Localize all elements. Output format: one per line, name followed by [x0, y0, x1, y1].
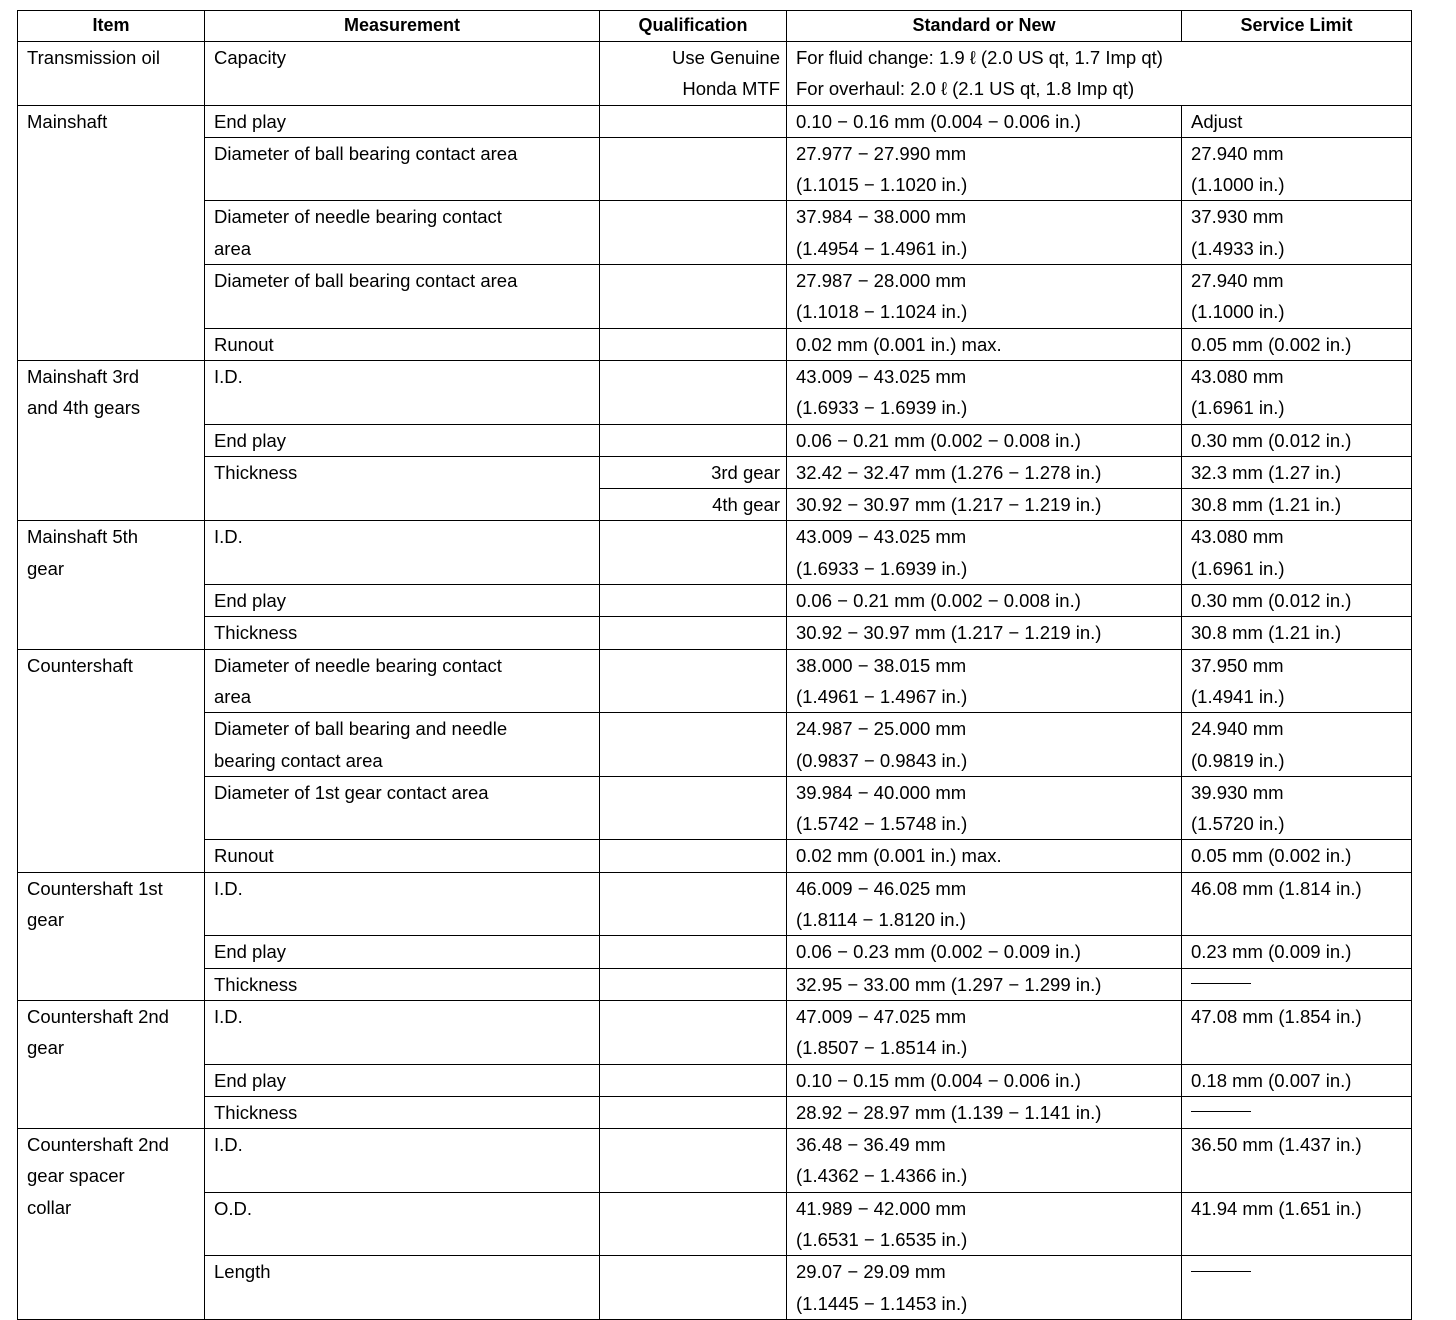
- measurement-cell: I.D.: [205, 360, 600, 424]
- table-row: [18, 42, 1412, 106]
- item-cell: Mainshaft 3rd and 4th gears: [18, 360, 205, 520]
- table-row: [18, 456, 1412, 488]
- item-cell: Countershaft 1st gear: [18, 872, 205, 1000]
- item-cell: Countershaft 2nd gear: [18, 1000, 205, 1128]
- header-qualification: Qualification: [600, 11, 787, 42]
- table-row: [18, 1064, 1412, 1096]
- limit-cell: Adjust: [1182, 105, 1412, 137]
- limit-cell: 39.930 mm (1.5720 in.): [1182, 776, 1412, 840]
- limit-cell: 47.08 mm (1.854 in.): [1182, 1000, 1412, 1064]
- standard-cell: 28.92 − 28.97 mm (1.139 − 1.141 in.): [787, 1096, 1182, 1128]
- standard-cell: 38.000 − 38.015 mm (1.4961 − 1.4967 in.): [787, 649, 1182, 713]
- limit-cell: 41.94 mm (1.651 in.): [1182, 1192, 1412, 1256]
- header-row: [18, 11, 1412, 42]
- standard-cell: 0.06 − 0.21 mm (0.002 − 0.008 in.): [787, 424, 1182, 456]
- measurement-cell: Thickness: [205, 968, 600, 1000]
- item-cell: Transmission oil: [18, 42, 205, 106]
- measurement-cell: End play: [205, 1064, 600, 1096]
- table-row: [18, 201, 1412, 265]
- table-row: [18, 328, 1412, 360]
- limit-cell: 0.30 mm (0.012 in.): [1182, 585, 1412, 617]
- limit-cell: 37.930 mm (1.4933 in.): [1182, 201, 1412, 265]
- item-cell: Countershaft 2nd gear spacer collar: [18, 1129, 205, 1320]
- standard-cell: 37.984 − 38.000 mm (1.4954 − 1.4961 in.): [787, 201, 1182, 265]
- qualification-cell: [600, 585, 787, 617]
- standard-cell: 24.987 − 25.000 mm (0.9837 − 0.9843 in.): [787, 713, 1182, 777]
- measurement-cell: Diameter of 1st gear contact area: [205, 776, 600, 840]
- table-row: [18, 713, 1412, 777]
- standard-cell: 46.009 − 46.025 mm (1.8114 − 1.8120 in.): [787, 872, 1182, 936]
- no-limit-dash: [1191, 1111, 1251, 1112]
- item-cell: Mainshaft 5th gear: [18, 521, 205, 649]
- standard-cell: 30.92 − 30.97 mm (1.217 − 1.219 in.): [787, 489, 1182, 521]
- qualification-cell: [600, 1064, 787, 1096]
- limit-cell: 0.30 mm (0.012 in.): [1182, 424, 1412, 456]
- spec-table: [17, 10, 1412, 1320]
- limit-cell: [1182, 1256, 1412, 1320]
- measurement-cell: Diameter of ball bearing contact area: [205, 137, 600, 201]
- standard-cell: 32.95 − 33.00 mm (1.297 − 1.299 in.): [787, 968, 1182, 1000]
- measurement-cell: Diameter of needle bearing contact area: [205, 201, 600, 265]
- qualification-cell: [600, 105, 787, 137]
- measurement-cell: Thickness: [205, 1096, 600, 1128]
- table-row: [18, 1129, 1412, 1193]
- qualification-cell: [600, 649, 787, 713]
- measurement-cell: I.D.: [205, 1129, 600, 1193]
- table-row: [18, 617, 1412, 649]
- table-row: [18, 776, 1412, 840]
- table-row: [18, 936, 1412, 968]
- measurement-cell: I.D.: [205, 1000, 600, 1064]
- table-row: [18, 649, 1412, 713]
- table-row: [18, 265, 1412, 329]
- table-row: [18, 840, 1412, 872]
- measurement-cell: Thickness: [205, 617, 600, 649]
- limit-cell: 24.940 mm (0.9819 in.): [1182, 713, 1412, 777]
- table-row: [18, 1096, 1412, 1128]
- qualification-cell: [600, 713, 787, 777]
- limit-cell: [1182, 1096, 1412, 1128]
- table-row: [18, 968, 1412, 1000]
- table-row: [18, 1192, 1412, 1256]
- qualification-cell: [600, 521, 787, 585]
- no-limit-dash: [1191, 983, 1251, 984]
- measurement-cell: End play: [205, 424, 600, 456]
- qualification-cell: [600, 1129, 787, 1193]
- qualification-cell: [600, 1096, 787, 1128]
- table-row: [18, 105, 1412, 137]
- measurement-cell: I.D.: [205, 872, 600, 936]
- table-row: [18, 137, 1412, 201]
- table-row: [18, 872, 1412, 936]
- no-limit-dash: [1191, 1271, 1251, 1272]
- limit-cell: 27.940 mm (1.1000 in.): [1182, 137, 1412, 201]
- standard-cell: 39.984 − 40.000 mm (1.5742 − 1.5748 in.): [787, 776, 1182, 840]
- standard-cell: 32.42 − 32.47 mm (1.276 − 1.278 in.): [787, 456, 1182, 488]
- qualification-cell: [600, 424, 787, 456]
- limit-cell: 0.23 mm (0.009 in.): [1182, 936, 1412, 968]
- limit-cell: 0.05 mm (0.002 in.): [1182, 328, 1412, 360]
- limit-cell: 37.950 mm (1.4941 in.): [1182, 649, 1412, 713]
- header-measurement: Measurement: [205, 11, 600, 42]
- limit-cell: 0.05 mm (0.002 in.): [1182, 840, 1412, 872]
- standard-cell: 29.07 − 29.09 mm (1.1445 − 1.1453 in.): [787, 1256, 1182, 1320]
- table-row: [18, 585, 1412, 617]
- limit-cell: 43.080 mm (1.6961 in.): [1182, 521, 1412, 585]
- table-row: [18, 521, 1412, 585]
- qualification-cell: 3rd gear: [600, 456, 787, 488]
- standard-cell: 0.06 − 0.23 mm (0.002 − 0.009 in.): [787, 936, 1182, 968]
- measurement-cell: End play: [205, 105, 600, 137]
- measurement-cell: Diameter of needle bearing contact area: [205, 649, 600, 713]
- header-standard: Standard or New: [787, 11, 1182, 42]
- standard-cell: 30.92 − 30.97 mm (1.217 − 1.219 in.): [787, 617, 1182, 649]
- qualification-cell: [600, 360, 787, 424]
- standard-cell: 0.02 mm (0.001 in.) max.: [787, 840, 1182, 872]
- limit-cell: 46.08 mm (1.814 in.): [1182, 872, 1412, 936]
- measurement-cell: Diameter of ball bearing and needle bearing contact area: [205, 713, 600, 777]
- table-row: [18, 1256, 1412, 1320]
- qualification-cell: [600, 1000, 787, 1064]
- limit-cell: 30.8 mm (1.21 in.): [1182, 489, 1412, 521]
- standard-cell: 43.009 − 43.025 mm (1.6933 − 1.6939 in.): [787, 360, 1182, 424]
- measurement-cell: End play: [205, 936, 600, 968]
- qualification-cell: [600, 936, 787, 968]
- standard-cell: 0.10 − 0.15 mm (0.004 − 0.006 in.): [787, 1064, 1182, 1096]
- limit-cell: [1182, 968, 1412, 1000]
- table-row: [18, 360, 1412, 424]
- measurement-cell: Thickness: [205, 456, 600, 521]
- measurement-cell: I.D.: [205, 521, 600, 585]
- standard-cell: 0.06 − 0.21 mm (0.002 − 0.008 in.): [787, 585, 1182, 617]
- limit-cell: 27.940 mm (1.1000 in.): [1182, 265, 1412, 329]
- item-cell: Countershaft: [18, 649, 205, 872]
- qualification-cell: [600, 617, 787, 649]
- standard-cell: For fluid change: 1.9 ℓ (2.0 US qt, 1.7 Imp qt) For overhaul: 2.0 ℓ (2.1 US qt, 1.8 Imp qt): [787, 42, 1412, 106]
- qualification-cell: [600, 968, 787, 1000]
- limit-cell: 30.8 mm (1.21 in.): [1182, 617, 1412, 649]
- limit-cell: 43.080 mm (1.6961 in.): [1182, 360, 1412, 424]
- standard-cell: 27.987 − 28.000 mm (1.1018 − 1.1024 in.): [787, 265, 1182, 329]
- qualification-cell: [600, 201, 787, 265]
- qualification-cell: [600, 872, 787, 936]
- qualification-cell: [600, 840, 787, 872]
- header-item: Item: [18, 11, 205, 42]
- qualification-cell: [600, 1256, 787, 1320]
- measurement-cell: Length: [205, 1256, 600, 1320]
- qualification-cell: [600, 1192, 787, 1256]
- qualification-cell: [600, 265, 787, 329]
- limit-cell: 0.18 mm (0.007 in.): [1182, 1064, 1412, 1096]
- standard-cell: 43.009 − 43.025 mm (1.6933 − 1.6939 in.): [787, 521, 1182, 585]
- measurement-cell: Capacity: [205, 42, 600, 106]
- qualification-cell: [600, 776, 787, 840]
- standard-cell: 0.10 − 0.16 mm (0.004 − 0.006 in.): [787, 105, 1182, 137]
- limit-cell: 32.3 mm (1.27 in.): [1182, 456, 1412, 488]
- standard-cell: 41.989 − 42.000 mm (1.6531 − 1.6535 in.): [787, 1192, 1182, 1256]
- standard-cell: 27.977 − 27.990 mm (1.1015 − 1.1020 in.): [787, 137, 1182, 201]
- table-row: [18, 424, 1412, 456]
- limit-cell: 36.50 mm (1.437 in.): [1182, 1129, 1412, 1193]
- item-cell: Mainshaft: [18, 105, 205, 360]
- qualification-cell: [600, 137, 787, 201]
- table-row: [18, 1000, 1412, 1064]
- standard-cell: 0.02 mm (0.001 in.) max.: [787, 328, 1182, 360]
- measurement-cell: Runout: [205, 328, 600, 360]
- measurement-cell: End play: [205, 585, 600, 617]
- header-service-limit: Service Limit: [1182, 11, 1412, 42]
- standard-cell: 47.009 − 47.025 mm (1.8507 − 1.8514 in.): [787, 1000, 1182, 1064]
- qualification-cell: [600, 328, 787, 360]
- measurement-cell: Diameter of ball bearing contact area: [205, 265, 600, 329]
- standard-cell: 36.48 − 36.49 mm (1.4362 − 1.4366 in.): [787, 1129, 1182, 1193]
- qualification-cell: Use Genuine Honda MTF: [600, 42, 787, 106]
- qualification-cell: 4th gear: [600, 489, 787, 521]
- measurement-cell: O.D.: [205, 1192, 600, 1256]
- measurement-cell: Runout: [205, 840, 600, 872]
